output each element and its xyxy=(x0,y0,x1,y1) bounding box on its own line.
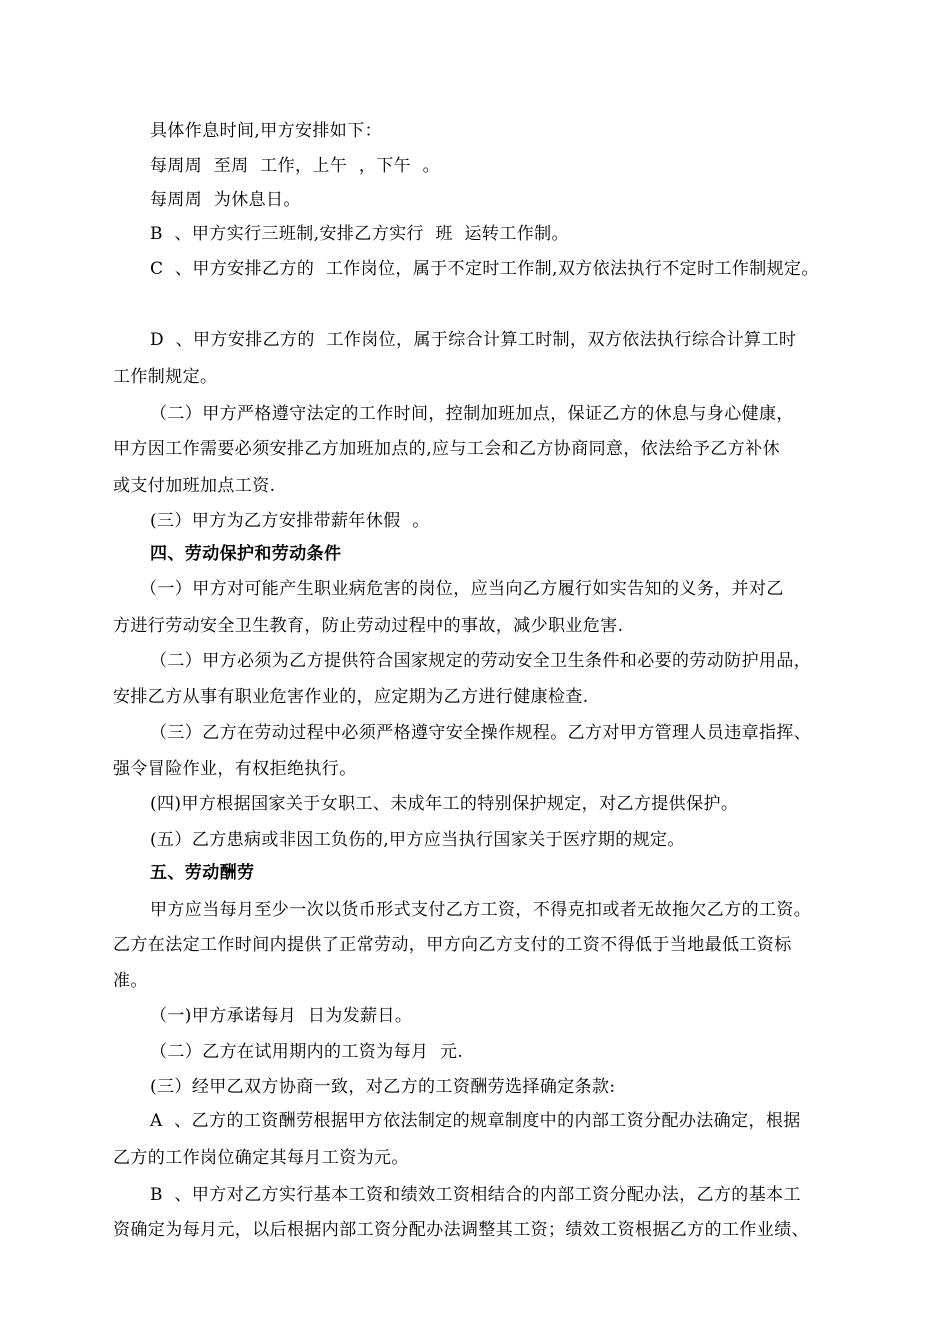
text-line: (五）乙方患病或非因工负伤的,甲方应当执行国家关于医疗期的规定。 xyxy=(150,830,685,850)
text-line: 甲方应当每月至少一次以货币形式支付乙方工资，不得克扣或者无故拖欠乙方的工资。 xyxy=(150,900,812,920)
text-line: C 、甲方安排乙方的 工作岗位，属于不定时工作制,双方依法执行不定时工作制规定。 xyxy=(150,259,819,279)
text-line: (三）经甲乙双方协商一致，对乙方的工资酬劳选择确定条款: xyxy=(150,1077,616,1097)
text-line: B 、甲方实行三班制,安排乙方实行 班 运转工作制。 xyxy=(150,224,569,244)
section-heading: 五、劳动酬劳 xyxy=(150,863,255,883)
text-line: 工作制规定。 xyxy=(113,367,218,387)
text-line: 甲方因工作需要必须安排乙方加班加点的,应与工会和乙方协商同意，依法给予乙方补休 xyxy=(113,439,781,459)
text-line: 准。 xyxy=(113,971,148,991)
text-line: 方进行劳动安全卫生教育，防止劳动过程中的事故，减少职业危害. xyxy=(113,616,624,636)
text-line: 具体作息时间,甲方安排如下： xyxy=(150,121,383,141)
text-line: 强令冒险作业，有权拒绝执行。 xyxy=(113,759,357,779)
text-line: 资确定为每月元，以后根据内部工资分配办法调整其工资；绩效工资根据乙方的工作业绩、 xyxy=(113,1220,809,1240)
text-line: 乙方在法定工作时间内提供了正常劳动，甲方向乙方支付的工资不得低于当地最低工资标 xyxy=(113,935,792,955)
section-heading: 四、劳动保护和劳动条件 xyxy=(150,544,342,564)
text-line: 每周周 至周 工作，上午 ，下午 。 xyxy=(150,156,441,176)
text-line: 或支付加班加点工资. xyxy=(113,476,276,496)
text-line: D 、甲方安排乙方的 工作岗位，属于综合计算工时制，双方依法执行综合计算工时 xyxy=(150,330,797,350)
text-line: （二）甲方必须为乙方提供符合国家规定的劳动安全卫生条件和必要的劳动防护用品， xyxy=(150,651,812,671)
text-line: （三）乙方在劳动过程中必须严格遵守安全操作规程。乙方对甲方管理人员违章指挥、 xyxy=(150,723,812,743)
text-line: 乙方的工作岗位确定其每月工资为元。 xyxy=(113,1148,409,1168)
text-line: 每周周 为休息日。 xyxy=(150,190,301,210)
text-line: 安排乙方从事有职业危害作业的，应定期为乙方进行健康检查. xyxy=(113,687,589,707)
text-line: A 、乙方的工资酬劳根据甲方依法制定的规章制度中的内部工资分配办法确定，根据 xyxy=(150,1111,801,1131)
text-line: （一）甲方对可能产生职业病危害的岗位，应当向乙方履行如实告知的义务，并对乙 xyxy=(140,579,784,599)
text-line: （二）甲方严格遵守法定的工作时间，控制加班加点，保证乙方的休息与身心健康， xyxy=(150,404,794,424)
text-line: （一)甲方承诺每月 日为发薪日。 xyxy=(150,1006,413,1026)
text-line: B 、甲方对乙方实行基本工资和绩效工资相结合的内部工资分配办法，乙方的基本工 xyxy=(150,1185,801,1205)
text-line: (三）甲方为乙方安排带薪年休假 。 xyxy=(150,511,430,531)
text-line: (四)甲方根据国家关于女职工、未成年工的特别保护规定，对乙方提供保护。 xyxy=(150,794,739,814)
text-line: （二）乙方在试用期内的工资为每月 元. xyxy=(150,1042,464,1062)
